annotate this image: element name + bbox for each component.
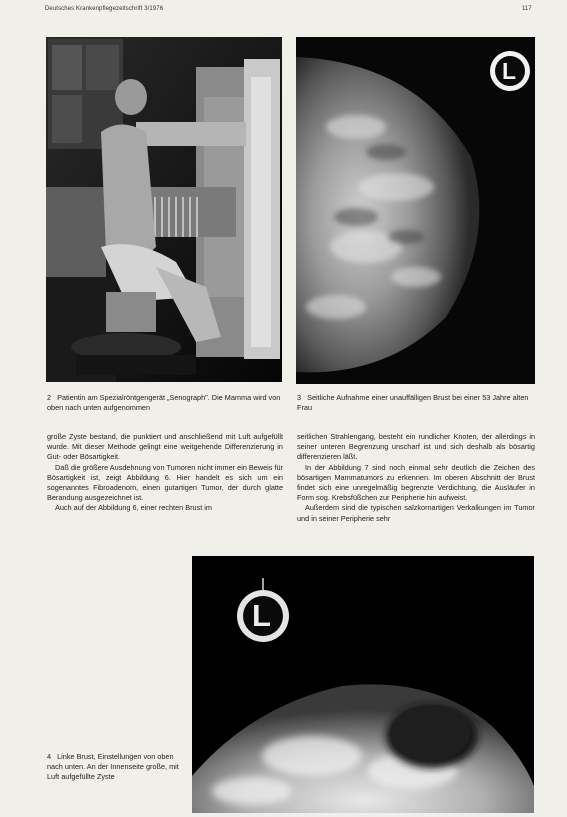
paragraph: Auch auf der Abbildung 6, einer rechten Brust im: [55, 503, 212, 513]
paragraph: große Zyste bestand, die punktiert und anschließend mit Luft aufgefüllt wurde. Mit dieser Methode gelingt eine weitgehende Differenzierung in Gut- oder Bösartigkeit.: [47, 432, 283, 462]
marker-letter: L: [252, 598, 271, 633]
caption-number: 2: [47, 393, 52, 402]
caption-number: 4: [47, 752, 52, 761]
caption-text: Seitliche Aufnahme einer unauffälligen Brust bei einer 53 Jahre alten Frau: [297, 393, 529, 412]
caption-number: 3: [297, 393, 302, 402]
paragraph: seitlichen Strahlengang, besteht ein rundlicher Knoten, der allerdings in seiner unteren Begrenzung unscharf ist und sich deshalb als bösartig differenzieren läßt.: [297, 432, 535, 462]
running-header: Deutsches Krankenpflegezeitschrift 3/1976: [45, 6, 164, 12]
caption-text: Linke Brust, Einstellungen von oben nach unten. An der Innenseite große, mit Luft aufgefüllte Zyste: [47, 752, 179, 782]
figure-4-mammogram: [192, 556, 534, 813]
paragraph: Außerdem sind die typischen salzkornartigen Verkalkungen im Tumor und in seiner Peripherie sehr: [297, 503, 535, 523]
figure-2-photo: [46, 37, 282, 382]
paragraph: Daß die größere Ausdehnung von Tumoren nicht immer ein Beweis für Bösartigkeit ist, zeigt Abbildung 6. Hier handelt es sich um ein sogenanntes Fibroadenom, einen gutartigen Tumor, der durch glatte Berandung ausgezeichnet ist.: [47, 462, 283, 503]
caption-text: Patientin am Spezialröntgengerät „Senograph". Die Mamma wird von oben nach unten aufgenommen: [47, 393, 281, 412]
figure-3-mammogram: [296, 37, 535, 384]
marker-letter: L: [502, 58, 517, 84]
figure-3-caption: [297, 393, 535, 413]
page-number: 117: [522, 6, 532, 12]
figure-4-caption: [47, 752, 191, 783]
paragraph: In der Abbildung 7 sind noch einmal sehr deutlich die Zeichen des bösartigen Mammatumors zu erkennen. Im oberen Abschnitt der Brust findet sich eine unregelmäßig begrenzte Verdichtung, die Ausläufer in Form sog. Krebsfüßchen zur Peripherie hin aufweist.: [297, 462, 535, 503]
body-column-right: [297, 432, 535, 524]
figure-2-caption: [47, 393, 283, 413]
body-column-left: [47, 432, 283, 514]
